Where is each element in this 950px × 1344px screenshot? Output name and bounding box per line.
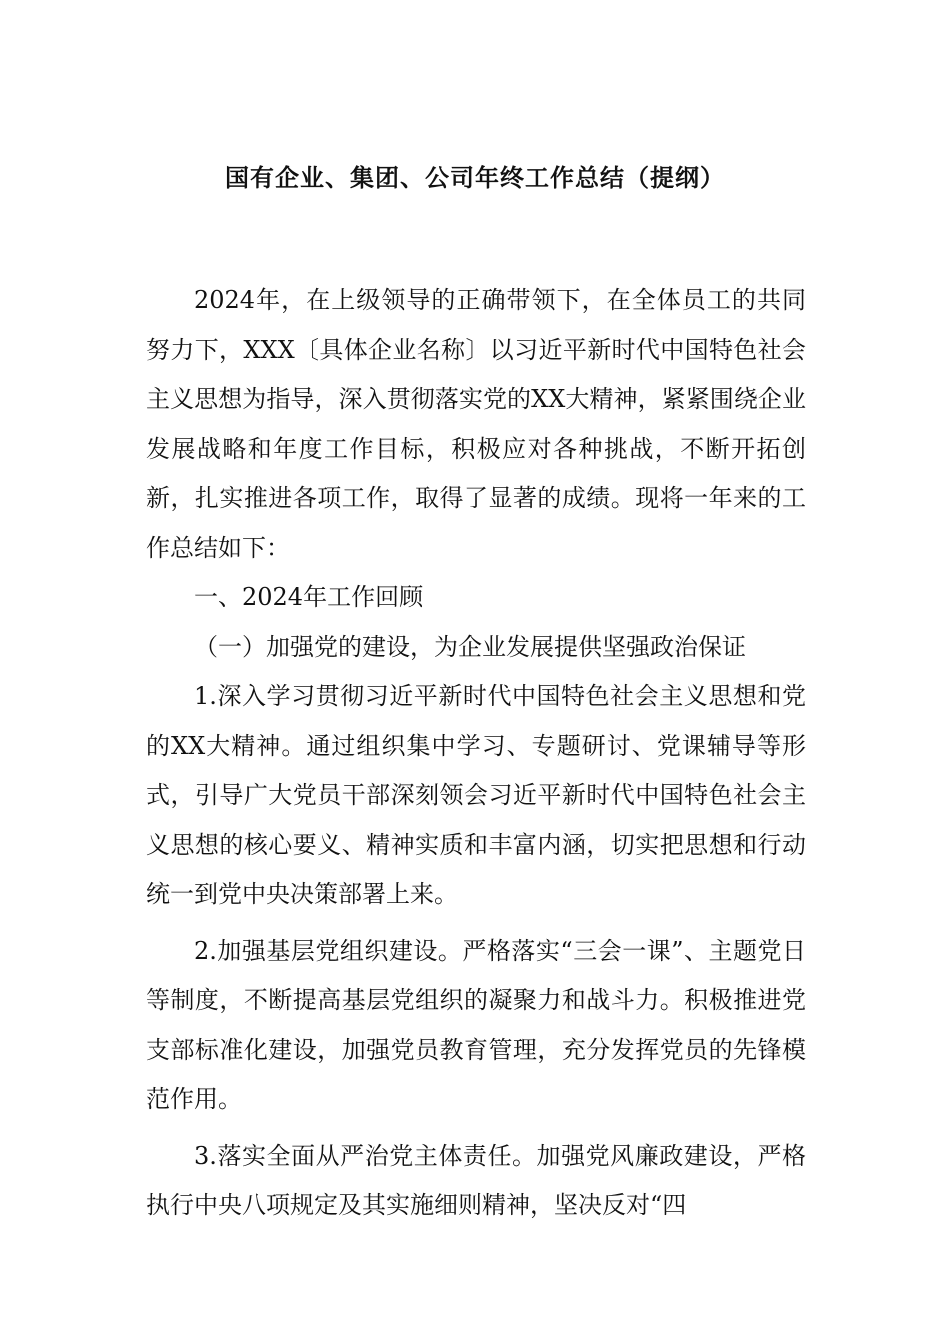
heading-section-1: 一、2024年工作回顾 (194, 583, 424, 611)
paragraph-item-3: 3.落实全面从严治党主体责任。加强党风廉政建设，严格执行中央八项规定及其实施细则精神，坚决反对“四 (146, 1141, 806, 1219)
document-title: 国有企业、集团、公司年终工作总结（提纲） (225, 164, 725, 192)
paragraph-intro: 2024年，在上级领导的正确带领下，在全体员工的共同努力下，XXX〔具体企业名称〕以习近平新时代中国特色社会主义思想为指导，深入贯彻落实党的XX大精神，紧紧围绕企业发展战略和年度工作目标，积极应对各种挑战，不断开拓创新，扎实推进各项工作，取得了显著的成绩。现将一年来的工作总结如下： (146, 286, 806, 562)
document-body (146, 276, 806, 1231)
paragraph-item-1: 1.深入学习贯彻习近平新时代中国特色社会主义思想和党的XX大精神。通过组织集中学习、专题研讨、党课辅导等形式，引导广大党员干部深刻领会习近平新时代中国特色社会主义思想的核心要义、精神实质和丰富内涵，切实把思想和行动统一到党中央决策部署上来。 (146, 682, 806, 908)
heading-subsection-1: （一）加强党的建设，为企业发展提供坚强政治保证 (194, 632, 746, 661)
paragraph-item-2: 2.加强基层党组织建设。严格落实“三会一课”、主题党日等制度，不断提高基层党组织的凝聚力和战斗力。积极推进党支部标准化建设，加强党员教育管理，充分发挥党员的先锋模范作用。 (146, 936, 806, 1113)
